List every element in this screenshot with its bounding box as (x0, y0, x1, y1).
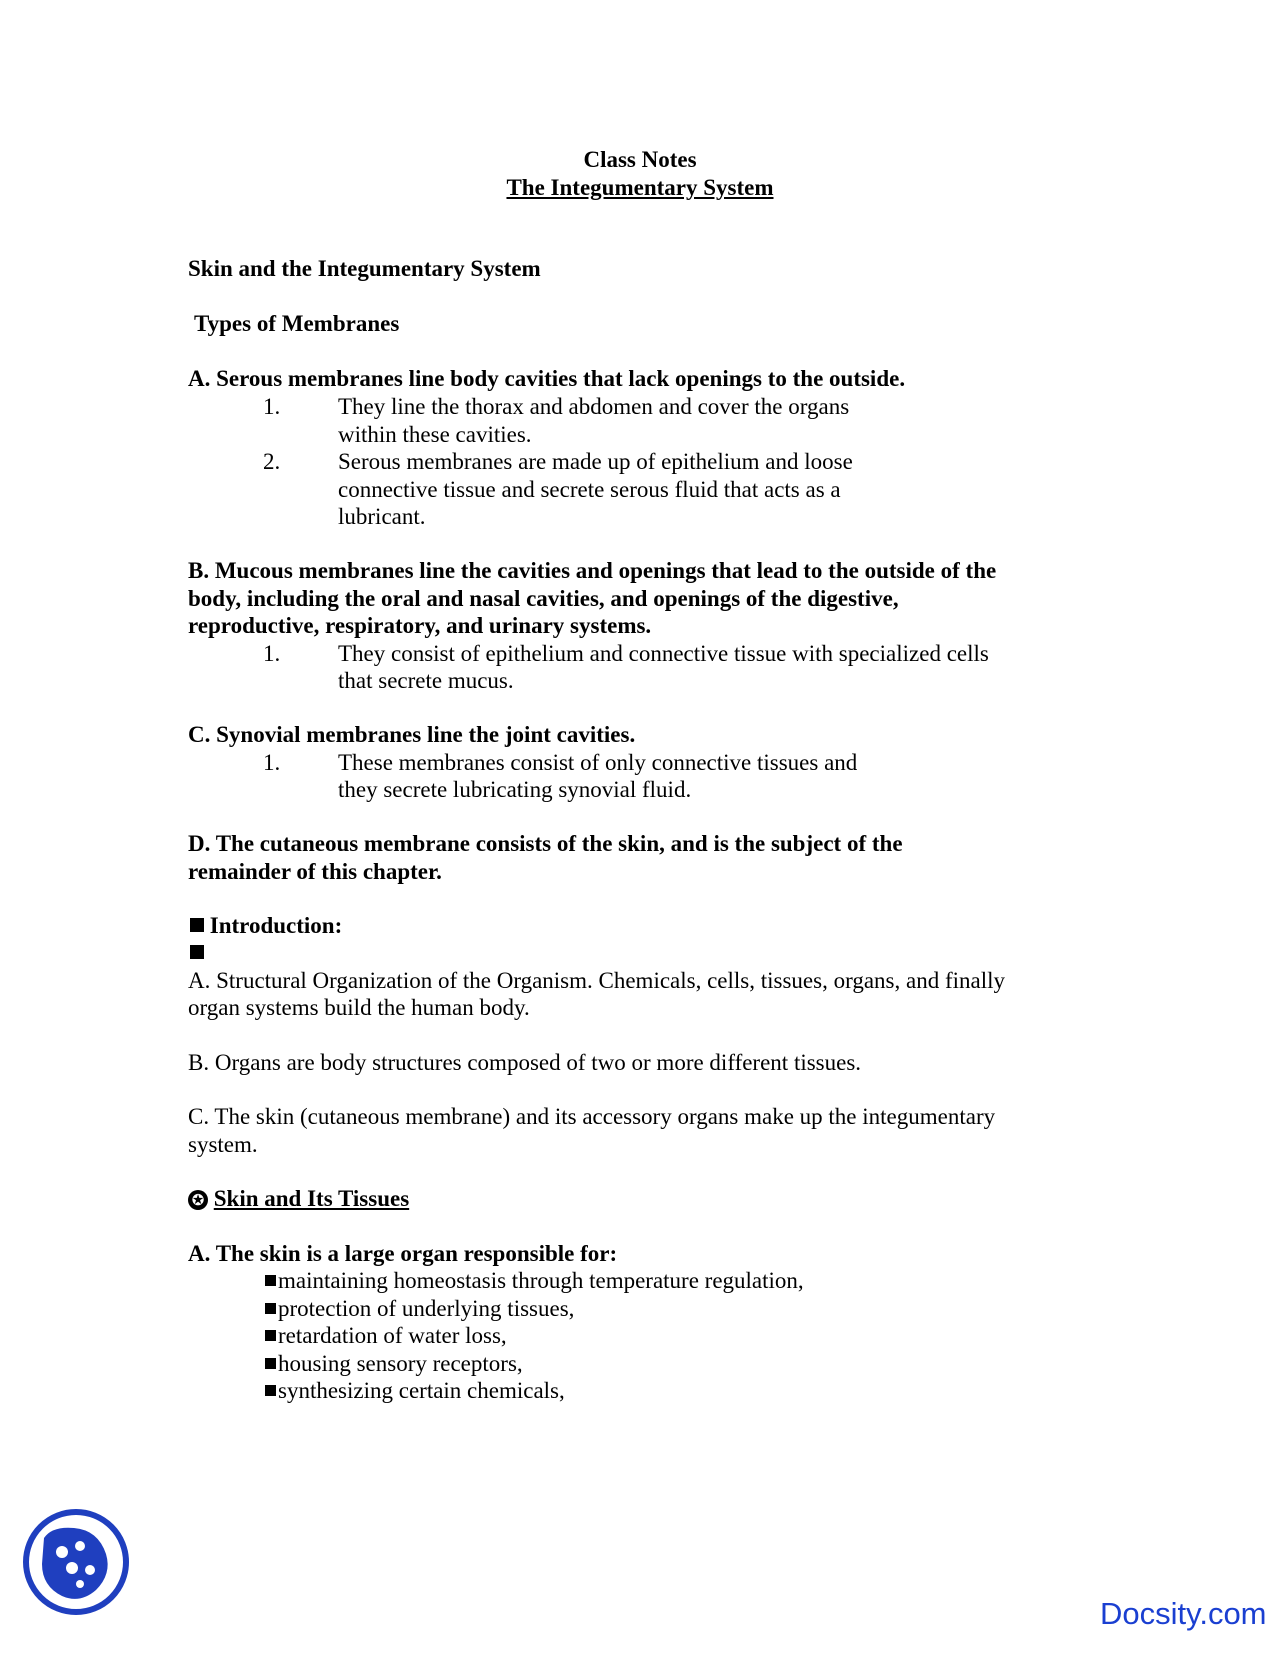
membrane-a-item-1-num: 1. (263, 394, 281, 419)
star-bullet-icon: ✪ (188, 1190, 208, 1210)
intro-b: B. Organs are body structures composed of two or more different tissues. (188, 1050, 862, 1075)
docsity-logo-icon (22, 1508, 130, 1616)
membrane-a-item-2-line-1: Serous membranes are made up of epithelium and loose (338, 449, 853, 474)
intro-a-line-1: A. Structural Organization of the Organism. Chemicals, cells, tissues, organs, and finally (188, 968, 1005, 993)
subheading-types-of-membranes: Types of Membranes (194, 311, 400, 336)
membrane-c-item-1-line-1: These membranes consist of only connective tissues and (338, 750, 858, 775)
skin-a-heading: A. The skin is a large organ responsible for: (188, 1241, 618, 1266)
introduction-heading-text: Introduction: (209, 913, 343, 938)
membrane-b-heading-line-2: body, including the oral and nasal cavities, and openings of the digestive, (188, 586, 899, 611)
square-bullet-icon (190, 918, 204, 932)
intro-a-line-2: organ systems build the human body. (188, 995, 530, 1020)
intro-c-line-2: system. (188, 1132, 258, 1157)
page-title: Class Notes (583, 147, 697, 172)
square-bullet-icon (265, 1330, 276, 1341)
introduction-empty-bullet (190, 939, 204, 967)
square-bullet-icon (265, 1303, 276, 1314)
membrane-a-item-1-line-2: within these cavities. (338, 422, 532, 447)
introduction-heading (190, 912, 342, 940)
membrane-a-item-2-line-3: lubricant. (338, 504, 426, 529)
section-heading-skin: Skin and the Integumentary System (188, 256, 541, 281)
membrane-a-heading: A. Serous membranes line body cavities that lack openings to the outside. (188, 366, 906, 391)
list-item-text: maintaining homeostasis through temperature regulation, (278, 1268, 804, 1293)
list-item-text: retardation of water loss, (278, 1323, 507, 1348)
membrane-b-item-1-num: 1. (263, 641, 281, 666)
membrane-b-heading-line-3: reproductive, respiratory, and urinary systems. (188, 613, 652, 638)
list-item (265, 1377, 565, 1405)
membrane-a-item-1-line-1: They line the thorax and abdomen and cover the organs (338, 394, 850, 419)
square-bullet-icon (265, 1385, 276, 1396)
skin-tissues-heading (188, 1185, 409, 1213)
intro-c-line-1: C. The skin (cutaneous membrane) and its accessory organs make up the integumentary (188, 1104, 996, 1129)
membrane-a-item-2-line-2: connective tissue and secrete serous fluid that acts as a (338, 477, 841, 502)
list-item-text: housing sensory receptors, (278, 1351, 523, 1376)
membrane-c-heading: C. Synovial membranes line the joint cavities. (188, 722, 636, 747)
square-bullet-icon (265, 1275, 276, 1286)
list-item (265, 1267, 804, 1295)
page-subtitle-text: The Integumentary System (506, 175, 774, 200)
membrane-b-heading-line-1: B. Mucous membranes line the cavities and openings that lead to the outside of the (188, 558, 997, 583)
membrane-b-item-1-line-1: They consist of epithelium and connective tissue with specialized cells (338, 641, 989, 666)
square-bullet-icon (265, 1358, 276, 1369)
membrane-d-heading-line-2: remainder of this chapter. (188, 859, 442, 884)
docsity-brand-link[interactable]: Docsity.com (1100, 1596, 1267, 1631)
list-item (265, 1295, 574, 1323)
membrane-c-item-1-line-2: they secrete lubricating synovial fluid. (338, 777, 692, 802)
membrane-b-item-1-line-2: that secrete mucus. (338, 668, 514, 693)
membrane-c-item-1-num: 1. (263, 750, 281, 775)
membrane-a-item-2-num: 2. (263, 449, 281, 474)
list-item (265, 1350, 523, 1378)
membrane-d-heading-line-1: D. The cutaneous membrane consists of the skin, and is the subject of the (188, 831, 903, 856)
skin-tissues-heading-text: Skin and Its Tissues (213, 1186, 410, 1211)
page-subtitle (0, 174, 1280, 202)
list-item-text: synthesizing certain chemicals, (278, 1378, 565, 1403)
square-bullet-icon (190, 945, 204, 959)
list-item (265, 1322, 507, 1350)
list-item-text: protection of underlying tissues, (278, 1296, 575, 1321)
